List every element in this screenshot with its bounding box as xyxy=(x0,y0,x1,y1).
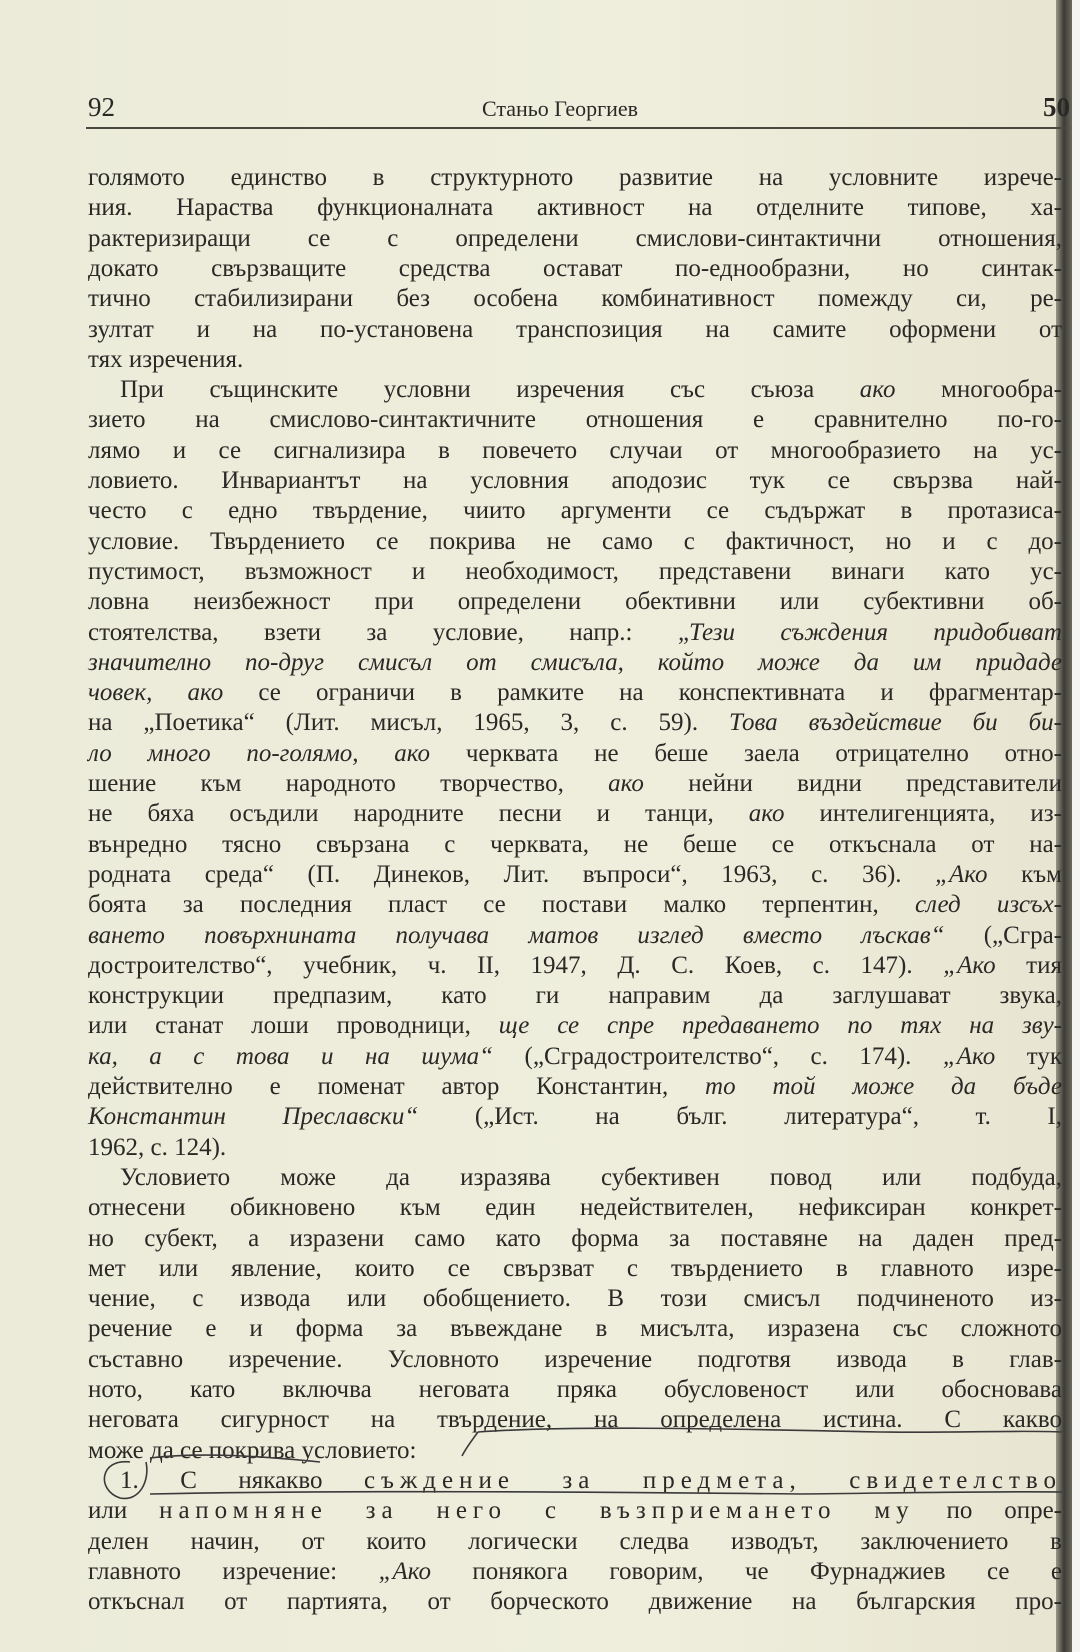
text-line xyxy=(88,769,1062,799)
text-segment: вънредно тясно свързана с черквата, не беше се откъснала от на- xyxy=(88,830,1062,858)
text-segment: родната среда“ (П. Динеков, Лит. въпроси“, 1963, с. 36). xyxy=(88,860,936,888)
text-line xyxy=(88,254,1062,284)
text-line xyxy=(88,890,1062,920)
text-line xyxy=(88,618,1062,648)
text-segment: зието на смислово-синтактичните отношения е сравнително по-го- xyxy=(88,406,1062,434)
text-segment: ното, като включва неговата пряка обусловеност или обосновава xyxy=(88,1376,1062,1403)
text-segment: на „Поетика“ (Лит. мисъл, 1965, 3, с. 59). xyxy=(88,709,729,737)
text-line xyxy=(120,375,1062,405)
text-segment: често с едно твърдение, чиито аргументи се съдържат в протазиса- xyxy=(88,497,1062,525)
text-segment: лямо и се сигнализира в повечето случаи от многообразието на ус- xyxy=(88,436,1062,464)
text-segment: ния. Нараства функционалната активност на отделните типове, ха- xyxy=(88,194,1062,222)
text-line xyxy=(88,1072,1062,1102)
text-segment: 1. С някакво xyxy=(120,1466,364,1494)
text-line xyxy=(88,1436,1062,1466)
text-line xyxy=(88,678,1062,708)
text-line xyxy=(88,708,1062,738)
text-segment: При същинските условни изречения със съюза xyxy=(120,376,860,404)
running-title: Станьо Георгиев xyxy=(481,96,639,121)
italic-text: ването повърхнината получава матов изглед вместо лъскав“ xyxy=(88,921,945,949)
italic-text: ка, а с това и на шума“ xyxy=(88,1042,494,1070)
text-segment: зултат и на по-установена транспозиция на самите оформени от xyxy=(88,315,1062,343)
text-segment: откъснал от партията, от борческото движение на българския про- xyxy=(88,1588,1062,1616)
text-segment: („Ист. на бълг. литература“, т. I, xyxy=(418,1103,1062,1131)
text-line xyxy=(88,1557,1062,1587)
text-segment: мет или явление, които се свързват с твърдението в главното изре- xyxy=(88,1254,1062,1282)
text-line xyxy=(88,284,1062,314)
text-segment: тук xyxy=(995,1042,1063,1070)
text-segment: към xyxy=(987,860,1062,888)
facing-page-number: 50 xyxy=(1043,92,1070,122)
italic-text: ще се спре предаването по тях на зву- xyxy=(498,1012,1062,1040)
text-line xyxy=(88,163,1062,193)
text-segment: понякога говорим, че Фурнаджиев се е xyxy=(430,1557,1062,1585)
text-segment: тично стабилизирани без особена комбинативност помежду си, ре- xyxy=(88,285,1062,313)
text-line xyxy=(88,1345,1062,1375)
text-line xyxy=(88,830,1062,860)
text-segment: се ограничи в рамките на конспективната и фрагментар- xyxy=(223,679,1062,707)
text-line xyxy=(88,466,1062,496)
text-segment: („Сгра- xyxy=(944,921,1062,949)
text-segment: главното изречение: xyxy=(88,1557,379,1585)
italic-text: значително по-друг смисъл от смисъла, който може да им придаде xyxy=(88,648,1062,676)
text-segment: съставно изречение. Условното изречение подготвя извода в глав- xyxy=(88,1345,1062,1373)
text-segment: чение, с извода или обобщението. В този смисъл подчиненото из- xyxy=(88,1285,1062,1313)
text-segment: многообра- xyxy=(895,376,1062,404)
text-segment: докато свързващите средства остават по-еднообразни, но синтак- xyxy=(88,254,1062,282)
italic-text: ако xyxy=(859,376,896,404)
italic-text: ако xyxy=(748,800,785,828)
text-segment: конструкции предпазим, като ги направим да заглушават звука, xyxy=(88,982,1062,1010)
italic-text: то той може да бъде xyxy=(705,1073,1062,1100)
text-line xyxy=(88,1102,1062,1132)
text-line xyxy=(88,1284,1062,1314)
text-line xyxy=(88,981,1062,1011)
text-line xyxy=(88,1224,1062,1254)
text-line xyxy=(88,921,1062,951)
text-line xyxy=(88,648,1062,678)
text-line xyxy=(88,315,1062,345)
text-line xyxy=(88,1527,1062,1557)
text-line xyxy=(88,345,1062,375)
italic-text: „Ако xyxy=(943,951,996,979)
text-segment: пустимост, възможност и необходимост, представени винаги като ус- xyxy=(88,557,1062,585)
text-segment: нейни видни представители xyxy=(643,770,1062,797)
spaced-text: съждение за предмета, свидетелство xyxy=(363,1466,1062,1494)
italic-text: „Ако xyxy=(935,860,988,888)
italic-text: ло много по-голямо, ако xyxy=(88,739,431,767)
text-line xyxy=(88,496,1062,526)
text-segment: но субект, а изразени само като форма за поставяне на даден пред- xyxy=(88,1224,1062,1252)
text-line xyxy=(88,739,1062,769)
text-line xyxy=(88,1133,1062,1163)
italic-text: човек, ако xyxy=(88,679,224,707)
text-line xyxy=(88,1314,1062,1344)
text-line xyxy=(88,1496,1062,1526)
text-segment: голямото единство в структурното развитие на условните изрече- xyxy=(88,164,1062,191)
text-segment: или xyxy=(88,1497,160,1525)
text-line xyxy=(120,1163,1062,1193)
text-line xyxy=(88,193,1062,223)
text-line xyxy=(88,527,1062,557)
page-number: 92 xyxy=(88,92,115,122)
italic-text: Това въздействие би би- xyxy=(729,709,1062,737)
text-line xyxy=(88,1405,1062,1435)
text-line xyxy=(120,1466,1062,1496)
text-segment: отнесени обикновено към един недействителен, нефиксиран конкрет- xyxy=(88,1194,1062,1222)
text-segment: тях изречения. xyxy=(88,345,244,373)
text-line xyxy=(88,557,1062,587)
text-line xyxy=(88,587,1062,617)
italic-text: „Ако xyxy=(942,1042,996,1070)
text-line xyxy=(88,951,1062,981)
text-segment: тия xyxy=(995,951,1062,979)
spaced-text: напомняне за него с възприемането му xyxy=(159,1497,915,1525)
text-line xyxy=(88,1375,1062,1405)
italic-text: „Тези съждения придобиват xyxy=(677,618,1062,646)
text-segment: интелигенцията, из- xyxy=(784,800,1062,828)
text-line xyxy=(88,224,1062,254)
text-segment: действително е поменат автор Константин, xyxy=(88,1073,706,1100)
text-line xyxy=(88,1587,1062,1617)
text-segment: може да се покрива условието: xyxy=(88,1436,417,1464)
italic-text: след изсъх- xyxy=(914,891,1062,919)
header-rule xyxy=(86,127,1066,129)
text-segment: не бяха осъдили народните песни и танци, xyxy=(88,800,749,828)
italic-text: Константин Преславски“ xyxy=(88,1103,419,1131)
text-line xyxy=(88,1254,1062,1284)
text-segment: 1962, с. 124). xyxy=(88,1133,227,1161)
text-segment: по опре- xyxy=(914,1497,1062,1525)
italic-text: „Ако xyxy=(378,1557,431,1585)
text-segment: Условието може да изразява субективен повод или подбуда, xyxy=(120,1163,1062,1191)
text-segment: речение е и форма за въвеждане в мисълта, изразена със сложното xyxy=(88,1315,1062,1343)
text-segment: достроителство“, учебник, ч. II, 1947, Д. С. Коев, с. 147). xyxy=(88,951,944,979)
text-line xyxy=(88,1042,1062,1072)
text-line xyxy=(88,436,1062,466)
text-segment: условие. Твърдението се покрива не само с фактичност, но и с до- xyxy=(88,527,1062,555)
text-line xyxy=(88,1193,1062,1223)
text-segment: рактеризиращи се с определени смислови-синтактични отношения, xyxy=(88,224,1062,252)
text-segment: стоятелства, взети за условие, напр.: xyxy=(88,618,678,646)
text-segment: ловна неизбежност при определени обективни или субективни об- xyxy=(88,588,1062,616)
text-segment: или станат лоши проводници, xyxy=(88,1012,499,1040)
text-line xyxy=(88,1011,1062,1041)
text-line xyxy=(88,799,1062,829)
text-segment: боята за последния пласт се постави малко терпентин, xyxy=(88,891,915,919)
text-segment: ловието. Инвариантът на условния аподозис тук се свързва най- xyxy=(88,467,1062,494)
text-segment: шение към народното творчество, xyxy=(88,770,609,797)
text-segment: делен начин, от които логически следва изводът, заключението в xyxy=(88,1527,1062,1555)
italic-text: ако xyxy=(608,770,644,797)
text-segment: неговата сигурност на твърдение, на определена истина. С какво xyxy=(88,1406,1062,1434)
page-edge xyxy=(1072,0,1080,1652)
text-line xyxy=(88,405,1062,435)
text-line xyxy=(88,860,1062,890)
text-segment: черквата не беше заела отрицателно отно- xyxy=(430,739,1062,767)
text-segment: („Сградостроителство“, с. 174). xyxy=(493,1042,943,1070)
